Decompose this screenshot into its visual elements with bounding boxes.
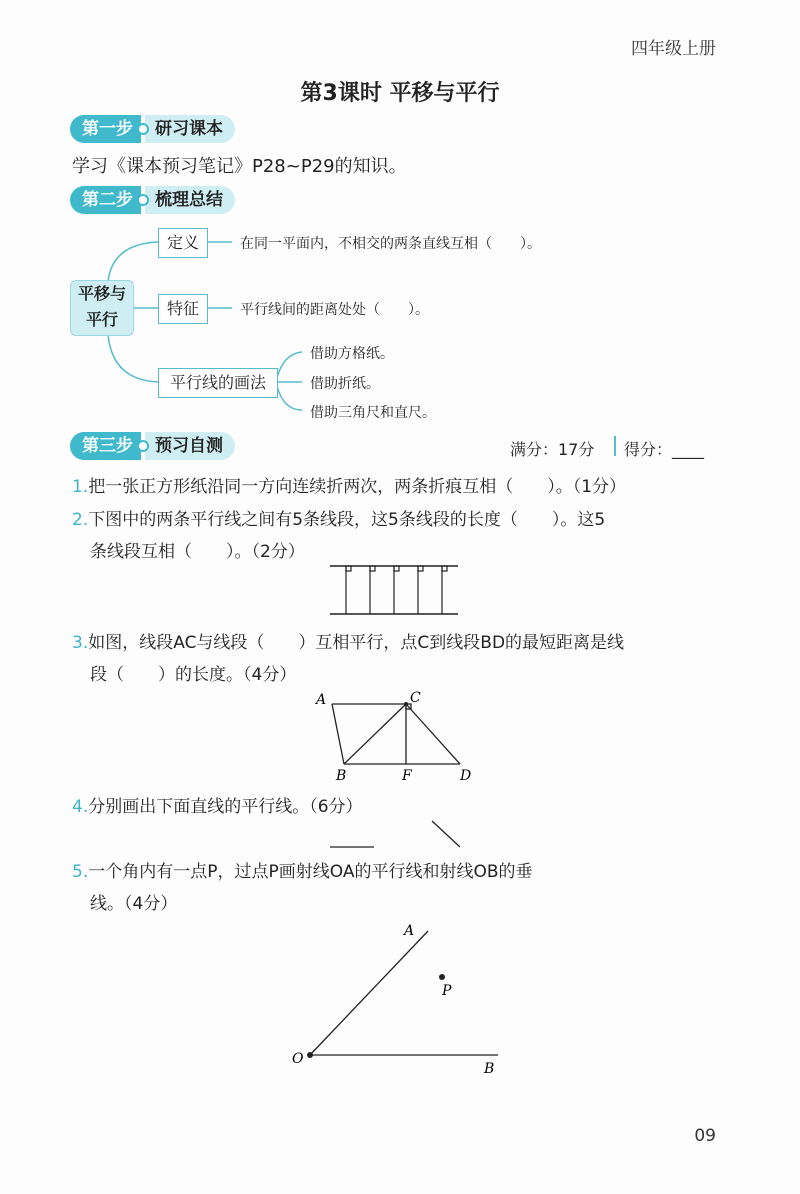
question-4-line1: 分别画出下面直线的平行线。（6分） [88, 797, 363, 817]
branch2-text: 平行线间的距离处处（ ）。 [240, 302, 429, 318]
fig5-point-p [439, 974, 445, 980]
mindmap-root-line1: 平移与 [77, 284, 126, 303]
step3-dot [137, 440, 149, 452]
question-3-line1: 如图，线段AC与线段（ ）互相平行，点C到线段BD的最短距离是线 [88, 633, 625, 653]
fig5-label-b: B [484, 1061, 495, 1077]
score-divider [614, 436, 616, 456]
fig5-label-a: A [404, 923, 415, 939]
fig5-label-p: P [442, 983, 452, 999]
question-1 [72, 472, 626, 497]
branch3-item1: 借助方格纸。 [310, 346, 394, 362]
step1-label: 第一步 [70, 115, 141, 143]
step2-dot [137, 194, 149, 206]
page-title: 第3课时 平移与平行 [300, 81, 500, 106]
mindmap-root-line2: 平行 [85, 310, 118, 329]
question-2-line1: 下图中的两条平行线之间有5条线段，这5条线段的长度（ ）。这5 [88, 510, 606, 530]
full-score: 满分：17分 [510, 440, 595, 459]
fig5-ray-oa [310, 931, 428, 1055]
question-4-num: 4. [72, 797, 89, 817]
question-2-line2: 条线段互相（ ）。（2分） [90, 542, 305, 562]
figure-3 [310, 688, 480, 784]
fig5-point-o [307, 1052, 313, 1058]
step1-text: 研习课本 [145, 115, 235, 143]
fig3-label-b: B [336, 768, 347, 784]
figure-4 [320, 815, 470, 855]
fig3-label-c: C [410, 690, 421, 706]
question-5-line2: 线。（4分） [90, 894, 178, 914]
fig3-label-f: F [402, 768, 412, 784]
fig5-label-o: O [292, 1051, 304, 1067]
branch3-box: 平行线的画法 [158, 368, 278, 398]
step2-text: 梳理总结 [145, 186, 235, 214]
branch3-item3: 借助三角尺和直尺。 [310, 405, 436, 421]
question-1-line1: 把一张正方形纸沿同一方向连续折两次，两条折痕互相（ ）。（1分） [88, 477, 627, 497]
step2-label: 第二步 [70, 186, 141, 214]
step3-text: 预习自测 [145, 432, 235, 460]
fig4-slanted-line [432, 821, 460, 847]
question-3-num: 3. [72, 633, 89, 653]
figure-2 [330, 560, 460, 620]
question-5-line1: 一个角内有一点P，过点P画射线OA的平行线和射线OB的垂 [88, 862, 533, 882]
question-5-num: 5. [72, 862, 89, 882]
question-5 [72, 857, 533, 882]
mindmap-root [70, 280, 134, 336]
question-4 [72, 792, 363, 817]
mindmap-connectors [0, 0, 800, 430]
branch1-box: 定义 [158, 228, 208, 258]
step3-label: 第三步 [70, 432, 141, 460]
question-3-line2: 段（ ）的长度。（4分） [90, 665, 297, 685]
figure-5 [280, 915, 510, 1085]
fig3-label-d: D [460, 768, 472, 784]
fig3-label-a: A [316, 692, 327, 708]
fig2-segments [346, 566, 447, 614]
step1-dot [137, 123, 149, 135]
grade-label: 四年级上册 [631, 39, 716, 59]
branch2-box: 特征 [158, 294, 208, 324]
branch3-item2: 借助折纸。 [310, 376, 380, 392]
step1-content: 学习《课本预习笔记》P28~P29的知识。 [72, 156, 407, 177]
question-2-num: 2. [72, 510, 89, 530]
branch1-text: 在同一平面内，不相交的两条直线互相（ ）。 [240, 236, 541, 252]
step3-badge [70, 432, 235, 460]
question-1-num: 1. [72, 477, 89, 497]
score-field[interactable]: 得分：____ [624, 440, 705, 459]
question-3 [72, 628, 624, 653]
question-2 [72, 505, 605, 530]
page-number: 09 [694, 1126, 716, 1146]
